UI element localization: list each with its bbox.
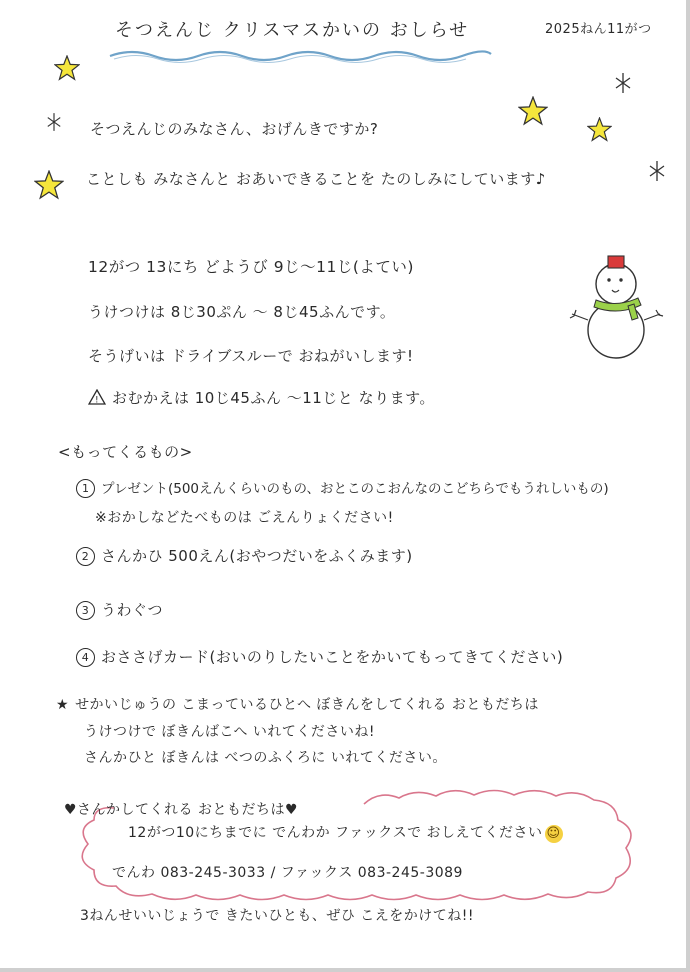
star-icon	[518, 96, 548, 126]
item-text: おささげカード(おいのりしたいことをかいてもってきてください)	[101, 648, 564, 666]
reception-time: うけつけは 8じ30ぷん 〜 8じ45ふんです。	[88, 303, 396, 321]
notice-date: 2025ねん11がつ	[545, 22, 652, 37]
contact-deadline	[128, 822, 563, 843]
star-icon	[587, 117, 612, 142]
sparkle-icon	[614, 72, 632, 94]
star-icon	[54, 55, 80, 81]
black-star-icon: ★	[56, 697, 70, 713]
item-1	[76, 477, 609, 498]
greeting-line-1: そつえんじのみなさん、おげんきですか?	[90, 120, 379, 138]
star-icon	[34, 170, 64, 200]
scan-edge-bottom	[0, 968, 690, 972]
item-number: 4	[76, 648, 95, 667]
greeting-line-2: ことしも みなさんと おあいできることを たのしみにしています♪	[86, 170, 546, 188]
snowman-icon	[566, 250, 666, 362]
item-text: さんかひ 500えん(おやつだいをふくみます)	[101, 547, 413, 565]
item-2	[76, 545, 413, 566]
smiley-icon: ☺	[546, 826, 561, 841]
sparkle-icon	[648, 158, 666, 184]
title-wave-underline	[108, 46, 493, 64]
contact-phone-fax: でんわ 083-245-3033 / ファックス 083-245-3089	[112, 865, 463, 881]
item-number: 3	[76, 601, 95, 620]
caution-mark: !	[94, 395, 100, 405]
page-title: そつえんじ クリスマスかいの おしらせ	[115, 20, 470, 41]
sparkle-icon	[46, 112, 62, 132]
item-3	[76, 599, 163, 620]
donation-line-2: うけつけで ぼきんばこへ いれてくださいね!	[84, 724, 375, 740]
footer-note: 3ねんせいいじょうで きたいひとも、ぜひ こえをかけてね!!	[80, 908, 475, 924]
item-text: プレゼント(500えんくらいのもの、おとこのこおんなのこどちらでもうれしいもの)	[101, 481, 609, 497]
donation-text-1: せかいじゅうの こまっているひとへ ぼきんをしてくれる おともだちは	[75, 697, 539, 713]
item-text: うわぐつ	[101, 601, 164, 619]
contact-heading: ♥さんかしてくれる おともだちは♥	[64, 802, 299, 818]
event-datetime: 12がつ 13にち どようび 9じ〜11じ(よてい)	[88, 258, 414, 276]
pickup-time	[88, 387, 435, 408]
donation-line-1	[56, 694, 539, 714]
donation-line-3: さんかひと ぼきんは べつのふくろに いれてください。	[84, 750, 447, 766]
item-number: 1	[76, 479, 95, 498]
caution-icon	[88, 389, 106, 407]
deadline-text: 12がつ10にちまでに でんわか ファックスで おしえてください	[128, 825, 543, 841]
item-4	[76, 646, 563, 667]
item-number: 2	[76, 547, 95, 566]
item-1-note: ※おかしなどたべものは ごえんりょください!	[95, 510, 394, 526]
scan-edge-right	[686, 0, 690, 972]
drive-through-note: そうげいは ドライブスルーで おねがいします!	[88, 347, 414, 365]
items-heading: <もってくるもの>	[58, 443, 193, 461]
pickup-text: おむかえは 10じ45ふん 〜11じと なります。	[112, 389, 435, 407]
